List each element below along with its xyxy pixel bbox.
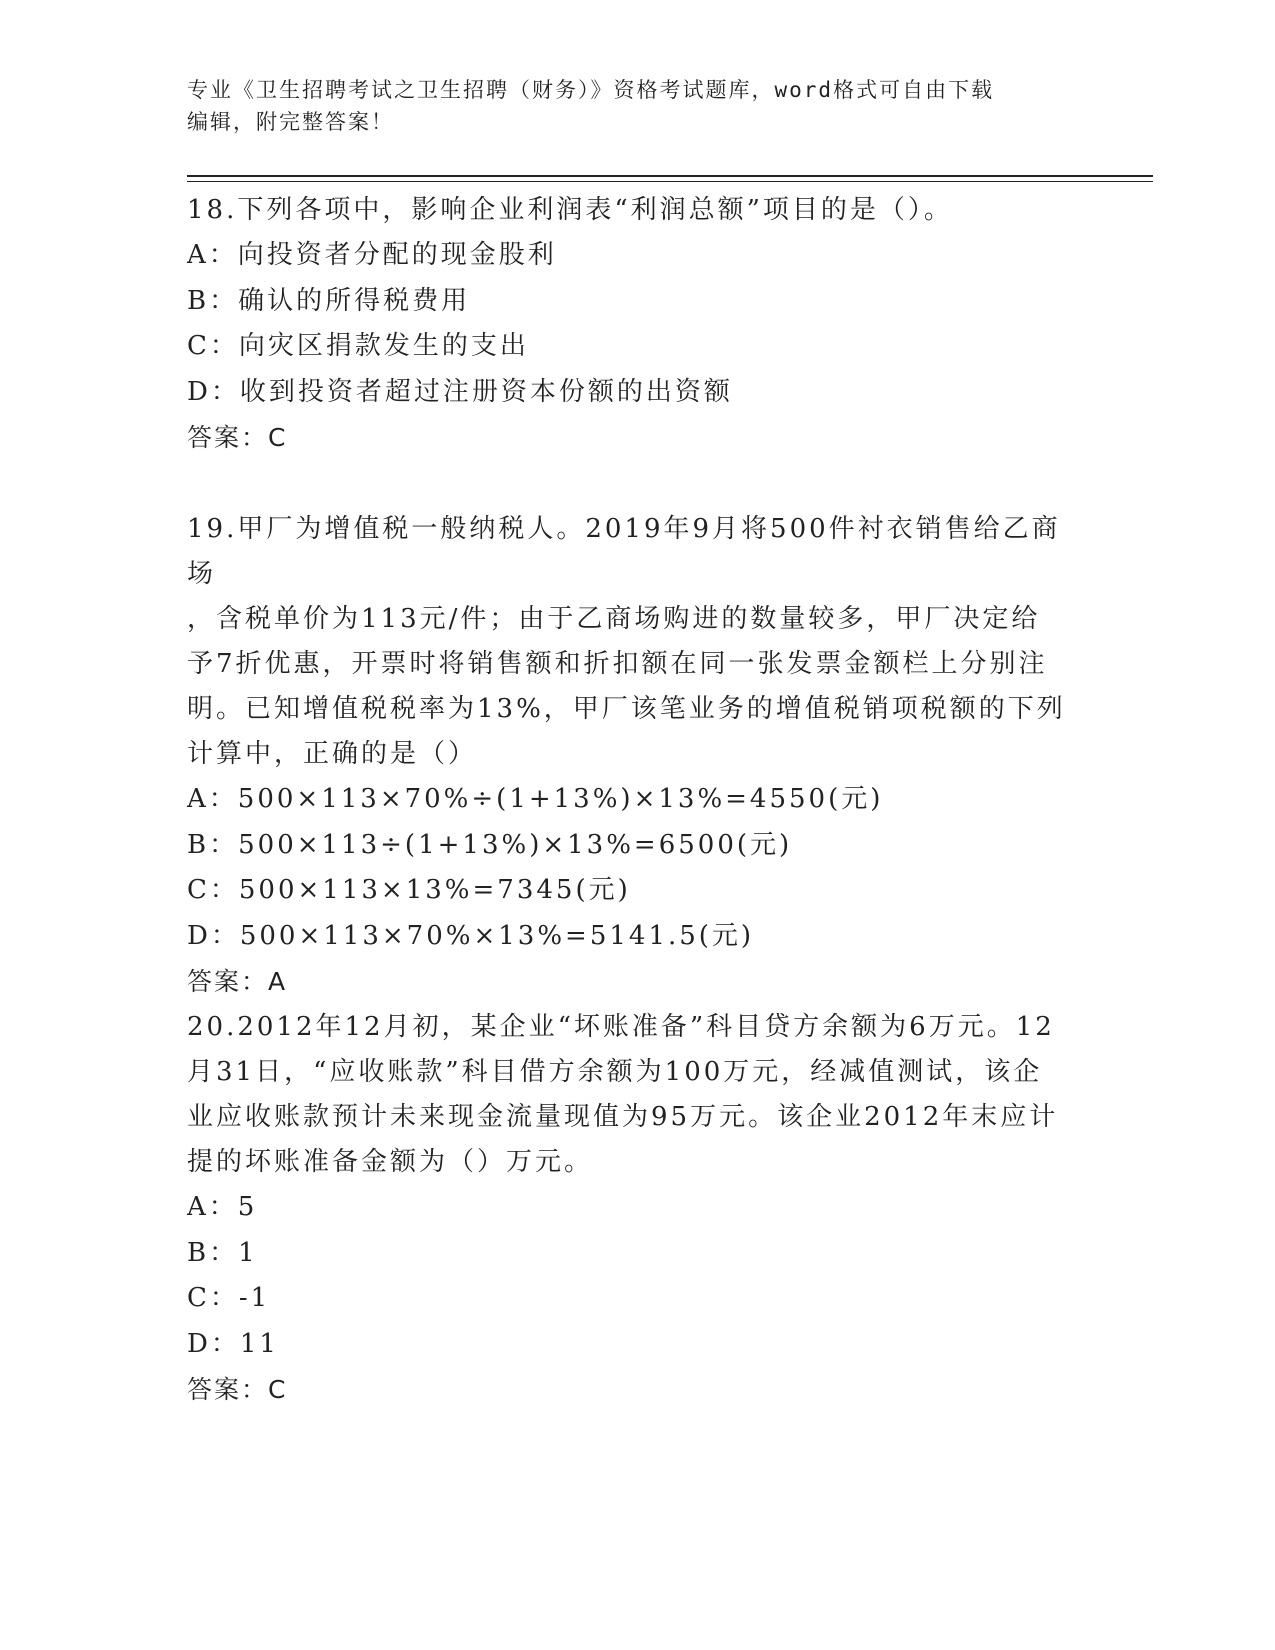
option-c: C：-1: [187, 1283, 271, 1313]
question-block: [187, 1005, 1087, 1413]
question-stem: 18.下列各项中，影响企业利润表“利润总额”项目的是（）。: [187, 195, 953, 225]
question-stem: 提的坏账准备金额为（）万元。: [187, 1147, 594, 1177]
question-stem: 19.甲厂为增值税一般纳税人。2019年9月将500件衬衣销售给乙商场: [187, 514, 1061, 589]
question-block: [187, 507, 1087, 1005]
header-divider: [187, 181, 1153, 182]
option-a: A：5: [187, 1192, 258, 1222]
answer-line: 答案：C: [187, 1375, 288, 1404]
document-header: [187, 74, 1067, 138]
question-stem: 明。已知增值税税率为13%，甲厂该笔业务的增值税销项税额的下列: [187, 694, 1066, 724]
option-b: B：确认的所得税费用: [187, 285, 471, 316]
option-c: C：向灾区捐款发生的支出: [187, 331, 529, 361]
option-d: D：收到投资者超过注册资本份额的出资额: [187, 376, 733, 407]
question-stem: 予7折优惠，开票时将销售额和折扣额在同一张发票金额栏上分别注: [187, 649, 1048, 679]
question-stem: 20.2012年12月初，某企业“坏账准备”科目贷方余额为6万元。12: [187, 1012, 1055, 1042]
question-block: [187, 188, 1087, 461]
option-d: D：500×113×70%×13%=5141.5(元): [187, 920, 755, 951]
option-a: A：向投资者分配的现金股利: [187, 240, 557, 270]
answer-line: 答案：A: [187, 967, 288, 996]
question-stem: 计算中，正确的是（）: [187, 739, 478, 769]
option-a: A：500×113×70%÷(1+13%)×13%=4550(元): [187, 784, 884, 814]
question-stem: ，含税单价为113元/件；由于乙商场购进的数量较多，甲厂决定给: [187, 604, 1041, 634]
option-c: C：500×113×13%=7345(元): [187, 875, 631, 905]
header-divider: [187, 175, 1153, 177]
option-d: D：11: [187, 1328, 279, 1359]
question-stem: 业应收账款预计未来现金流量现值为95万元。该企业2012年末应计: [187, 1102, 1059, 1132]
option-b: B：500×113÷(1+13%)×13%=6500(元): [187, 829, 793, 860]
option-b: B：1: [187, 1237, 258, 1268]
question-stem: 月31日，“应收账款”科目借方余额为100万元，经减值测试，该企: [187, 1057, 1043, 1087]
answer-line: 答案：C: [187, 423, 288, 452]
header-line: 编辑，附完整答案！: [187, 110, 394, 134]
header-line: 专业《卫生招聘考试之卫生招聘（财务）》资格考试题库，word格式可自由下载: [187, 78, 995, 102]
